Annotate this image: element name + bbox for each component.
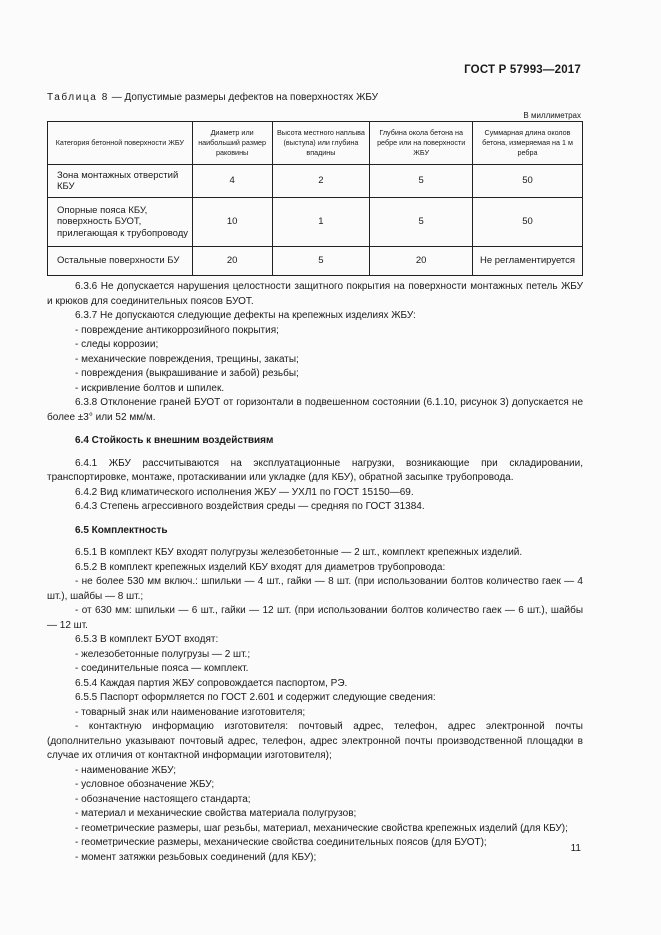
column-header: Высота местного наплыва (выступа) или глубина впадины [272, 122, 370, 165]
table-row [48, 165, 583, 198]
paragraph: - механические повреждения, трещины, закаты; [75, 353, 299, 365]
table-cell-category: Остальные поверхности БУ [48, 247, 193, 276]
paragraph: 6.5.3 В комплект БУОТ входят: [75, 634, 219, 645]
paragraph: - условное обозначение ЖБУ; [75, 779, 215, 790]
paragraph: 6.5.4 Каждая партия ЖБУ сопровождается паспортом, РЭ. [75, 677, 348, 689]
table-cell: 5 [370, 198, 473, 247]
paragraph: - геометрические размеры, шаг резьбы, материал, механические свойства крепежных изделий (для КБУ); [75, 822, 568, 834]
table-cell: 20 [192, 247, 272, 276]
defects-table [47, 121, 583, 276]
paragraph: - от 630 мм: шпильки — 6 шт., гайки — 12 шт. (при использовании болтов количество гаек — 6 шт.), шайбы — 12 шт. [47, 605, 583, 631]
paragraph: - товарный знак или наименование изготовителя; [75, 706, 306, 718]
paragraph: 6.4.1 ЖБУ рассчитываются на эксплуатационные нагрузки, возникающие при складировании, транспортировке, монтаже, протаскивании или укладке (для КБУ), обратной засыпке трубопровода. [47, 457, 583, 483]
column-header: Глубина окола бетона на ребре или на поверхности ЖБУ [370, 122, 473, 165]
paragraph: - повреждение антикоррозийного покрытия; [75, 324, 279, 336]
table-cell-category: Зона монтажных отверстий КБУ [48, 165, 193, 198]
paragraph: 6.3.8 Отклонение граней БУОТ от горизонтали в подвешенном состоянии (6.1.10, рисунок 3) допускается не более ±3° или 52 мм/м. [47, 397, 583, 423]
paragraph: - обозначение настоящего стандарта; [75, 793, 251, 805]
paragraph: 6.4.3 Степень агрессивного воздействия среды — средняя по ГОСТ 31384. [75, 501, 425, 512]
table-cell: 20 [370, 247, 473, 276]
paragraph: - соединительные пояса — комплект. [75, 663, 249, 674]
paragraph: 6.5.2 В комплект крепежных изделий КБУ входят для диаметров трубопровода: [75, 561, 446, 573]
table-title: — Допустимые размеры дефектов на поверхностях ЖБУ [108, 92, 379, 103]
table-header-row [48, 122, 583, 165]
paragraph: 6.5.5 Паспорт оформляется по ГОСТ 2.601 и содержит следующие сведения: [75, 692, 436, 703]
section-heading: 6.5 Комплектность [75, 524, 168, 536]
paragraph: 6.3.6 Не допускается нарушения целостности защитного покрытия на поверхности монтажных петель ЖБУ и крюков для соединительных поясов БУОТ. [47, 281, 583, 307]
paragraph: 6.5.1 В комплект КБУ входят полугрузы железобетонные — 2 шт., комплект крепежных изделий. [75, 547, 523, 558]
table-cell: 5 [370, 165, 473, 198]
table-cell: 4 [192, 165, 272, 198]
table-cell: 50 [473, 165, 583, 198]
paragraph: - повреждения (выкрашивание и забой) резьбы; [75, 368, 299, 379]
table-row [48, 247, 583, 276]
paragraph: - искривление болтов и шпилек. [75, 382, 225, 394]
paragraph: - материал и механические свойства материала полугрузов; [75, 808, 357, 819]
standard-code: ГОСТ Р 57993—2017 [464, 64, 581, 76]
column-header: Диаметр или наибольший размер раковины [192, 122, 272, 165]
paragraph: 6.3.7 Не допускаются следующие дефекты на крепежных изделиях ЖБУ: [75, 310, 416, 321]
paragraph: 6.4.2 Вид климатического исполнения ЖБУ — УХЛ1 по ГОСТ 15150—69. [75, 486, 414, 498]
table-cell: 5 [272, 247, 370, 276]
table-cell: 2 [272, 165, 370, 198]
body-text [47, 280, 583, 865]
table-caption [47, 92, 378, 103]
paragraph: - следы коррозии; [75, 339, 159, 350]
table-cell: 50 [473, 198, 583, 247]
paragraph: - момент затяжки резьбовых соединений (для КБУ); [75, 851, 317, 863]
table-row [48, 198, 583, 247]
section-heading: 6.4 Стойкость к внешним воздействиям [75, 435, 274, 446]
paragraph: - контактную информацию изготовителя: почтовый адрес, телефон, адрес электронной почты (дополнительно указывают почтовый адрес, телефон, адрес электронной почты производственной площадки в случае их отличия от контактной информации изготовителя); [47, 721, 583, 761]
paragraph: - не более 530 мм включ.: шпильки — 4 шт., гайки — 8 шт. (при использовании болтов количество гаек — 4 шт.), шайбы — 8 шт.; [47, 576, 583, 602]
page-number: 11 [570, 843, 581, 854]
paragraph: - железобетонные полугрузы — 2 шт.; [75, 648, 251, 660]
paragraph: - геометрические размеры, механические свойства соединительных поясов (для БУОТ); [75, 837, 487, 848]
table-units: В миллиметрах [523, 111, 581, 120]
paragraph: - наименование ЖБУ; [75, 764, 176, 776]
table-cell-category: Опорные пояса КБУ, поверхность БУОТ, прилегающая к трубопроводу [48, 198, 193, 247]
table-cell: Не регламентируется [473, 247, 583, 276]
table-cell: 10 [192, 198, 272, 247]
table-cell: 1 [272, 198, 370, 247]
column-header: Суммарная длина околов бетона, измеряемая на 1 м ребра [473, 122, 583, 165]
column-header: Категория бетонной поверхности ЖБУ [48, 122, 193, 165]
table-label: Таблица 8 [47, 92, 109, 103]
